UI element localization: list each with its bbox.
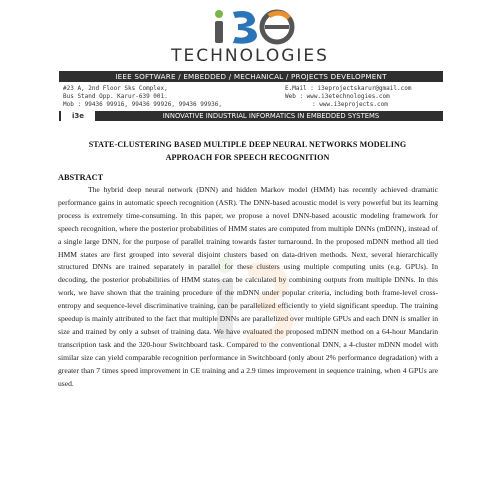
contact-block [285, 85, 411, 109]
abstract-body: The hybrid deep neural network (DNN) and hidden Markov model (HMM) has recently achieved dramatic performance gains in automatic speech recognition (ASR). The DNN-based acoustic model is very powerful but its learning process is extremely time-consuming. In this paper, we propose a novel DNN-based acoustic modeling framework for speech recognition, where the posterior probabilities of HMM states are computed from multiple DNNs (mDNN), instead of a single large DNN, for the purpose of parallel training towards faster turnaround. In the proposed mDNN method all tied HMM states are first grouped into several disjoint clusters based on data-driven methods. Next, several hierarchically structured DNNs are trained separately in parallel for these clusters using multiple computing units (e.g. GPUs). In decoding, the posterior probabilities of HMM states can be calculated by combining outputs from multiple DNNs. In this work, we have shown that the training procedure of the mDNN under popular criteria, including both frame-level cross-entropy and sequence-level discriminative training, can be parallelized efficiently to yield significant speedup. The training speedup is mainly attributed to the fact that multiple DNNs are parallelized over multiple GPUs and each DNN is smaller in size and trained by only a subset of training data. We have evaluated the proposed mDNN method on a 64-hour Mandarin transcription task and the 320-hour Switchboard task. Compared to the conventional DNN, a 4-cluster mDNN model with similar size can yield comparable recognition performance in Switchboard (only about 2% performance degradation) with a greater than 7 times speed improvement in CE training and a 2.9 times improvement in sequence training, when 4 GPUs are used. [58, 185, 438, 388]
letterhead [55, 6, 445, 124]
address-block [63, 85, 222, 109]
bottom-bar-text: INNOVATIVE INDUSTRIAL INFORMATICS IN EMBEDDED SYSTEMS [162, 112, 380, 120]
address-line: #23 A, 2nd Floor Sks Complex, [63, 85, 168, 92]
phone-line: Mob : 99436 99916, 99436 99926, 99436 99936, [63, 101, 222, 108]
mini-logo: i3e [61, 111, 95, 121]
company-name: TECHNOLOGIES [171, 46, 329, 66]
abstract-heading: ABSTRACT [58, 173, 104, 182]
email-line: E.Mail : i3eprojectskarur@gmail.com [285, 85, 412, 92]
address-line: Bus Stand Opp. Karur-639 001. [63, 93, 168, 100]
paper-title-line-2: APPROACH FOR SPEECH RECOGNITION [165, 153, 330, 162]
website-line: Web : www.i3etechnologies.com [285, 93, 390, 100]
logo-row [55, 6, 445, 66]
i3e-logo-icon [205, 6, 295, 46]
paper-title [40, 138, 455, 164]
website-line-2: : www.i3eprojects.com [312, 101, 388, 108]
bottom-bar [59, 111, 443, 121]
paper-title-line-1: STATE-CLUSTERING BASED MULTIPLE DEEP NEURAL NETWORKS MODELING [88, 140, 407, 149]
tagline-bar: IEEE SOFTWARE / EMBEDDED / MECHANICAL / PROJECTS DEVELOPMENT [59, 71, 443, 82]
